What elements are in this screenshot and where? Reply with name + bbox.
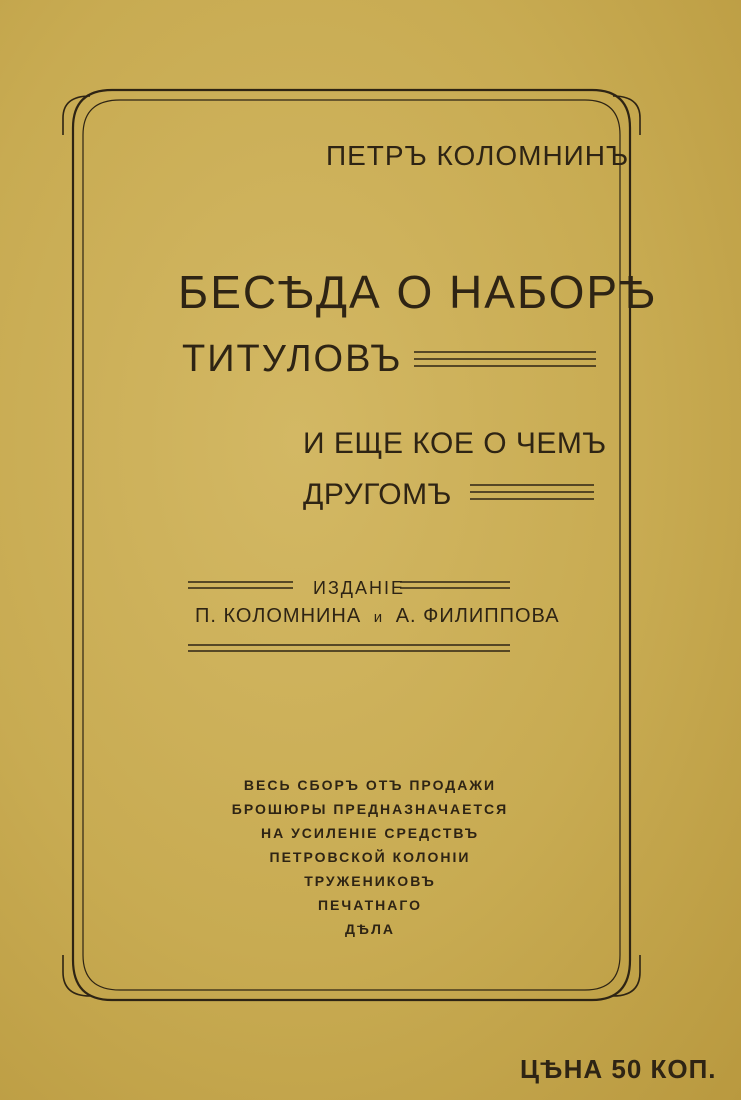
- note-line: ВЕСЬ СБОРЪ ОТЪ ПРОДАЖИ: [243, 777, 497, 793]
- publisher-conjunction: и: [373, 609, 384, 626]
- note-line: НА УСИЛЕНІЕ СРЕДСТВЪ: [260, 825, 480, 841]
- subtitle-line-2: ДРУГОМЪ: [303, 478, 452, 511]
- edition-label: ИЗДАНІЕ: [313, 578, 406, 598]
- title-line-1: БЕСѢДА О НАБОРѢ: [178, 266, 657, 318]
- note-line: ДѢЛА: [344, 921, 396, 937]
- note-line: БРОШЮРЫ ПРЕДНАЗНАЧАЕТСЯ: [231, 801, 509, 817]
- subtitle-line-1: И ЕЩЕ КОЕ О ЧЕМЪ: [303, 427, 607, 460]
- price-label: ЦѢНА 50 КОП.: [520, 1054, 717, 1084]
- title-line-2: ТИТУЛОВЪ: [182, 338, 403, 380]
- proceeds-note: [190, 773, 550, 941]
- note-line: ПЕТРОВСКОЙ КОЛОНІИ: [269, 849, 471, 865]
- note-line: ТРУЖЕНИКОВЪ: [304, 873, 436, 889]
- publishers-line: [195, 605, 560, 628]
- author-name: ПЕТРЪ КОЛОМНИНЪ: [326, 140, 630, 171]
- publisher-2: А. ФИЛИППОВА: [395, 605, 560, 627]
- publisher-1: П. КОЛОМНИНА: [195, 605, 362, 627]
- note-line: ПЕЧАТНАГО: [317, 897, 423, 913]
